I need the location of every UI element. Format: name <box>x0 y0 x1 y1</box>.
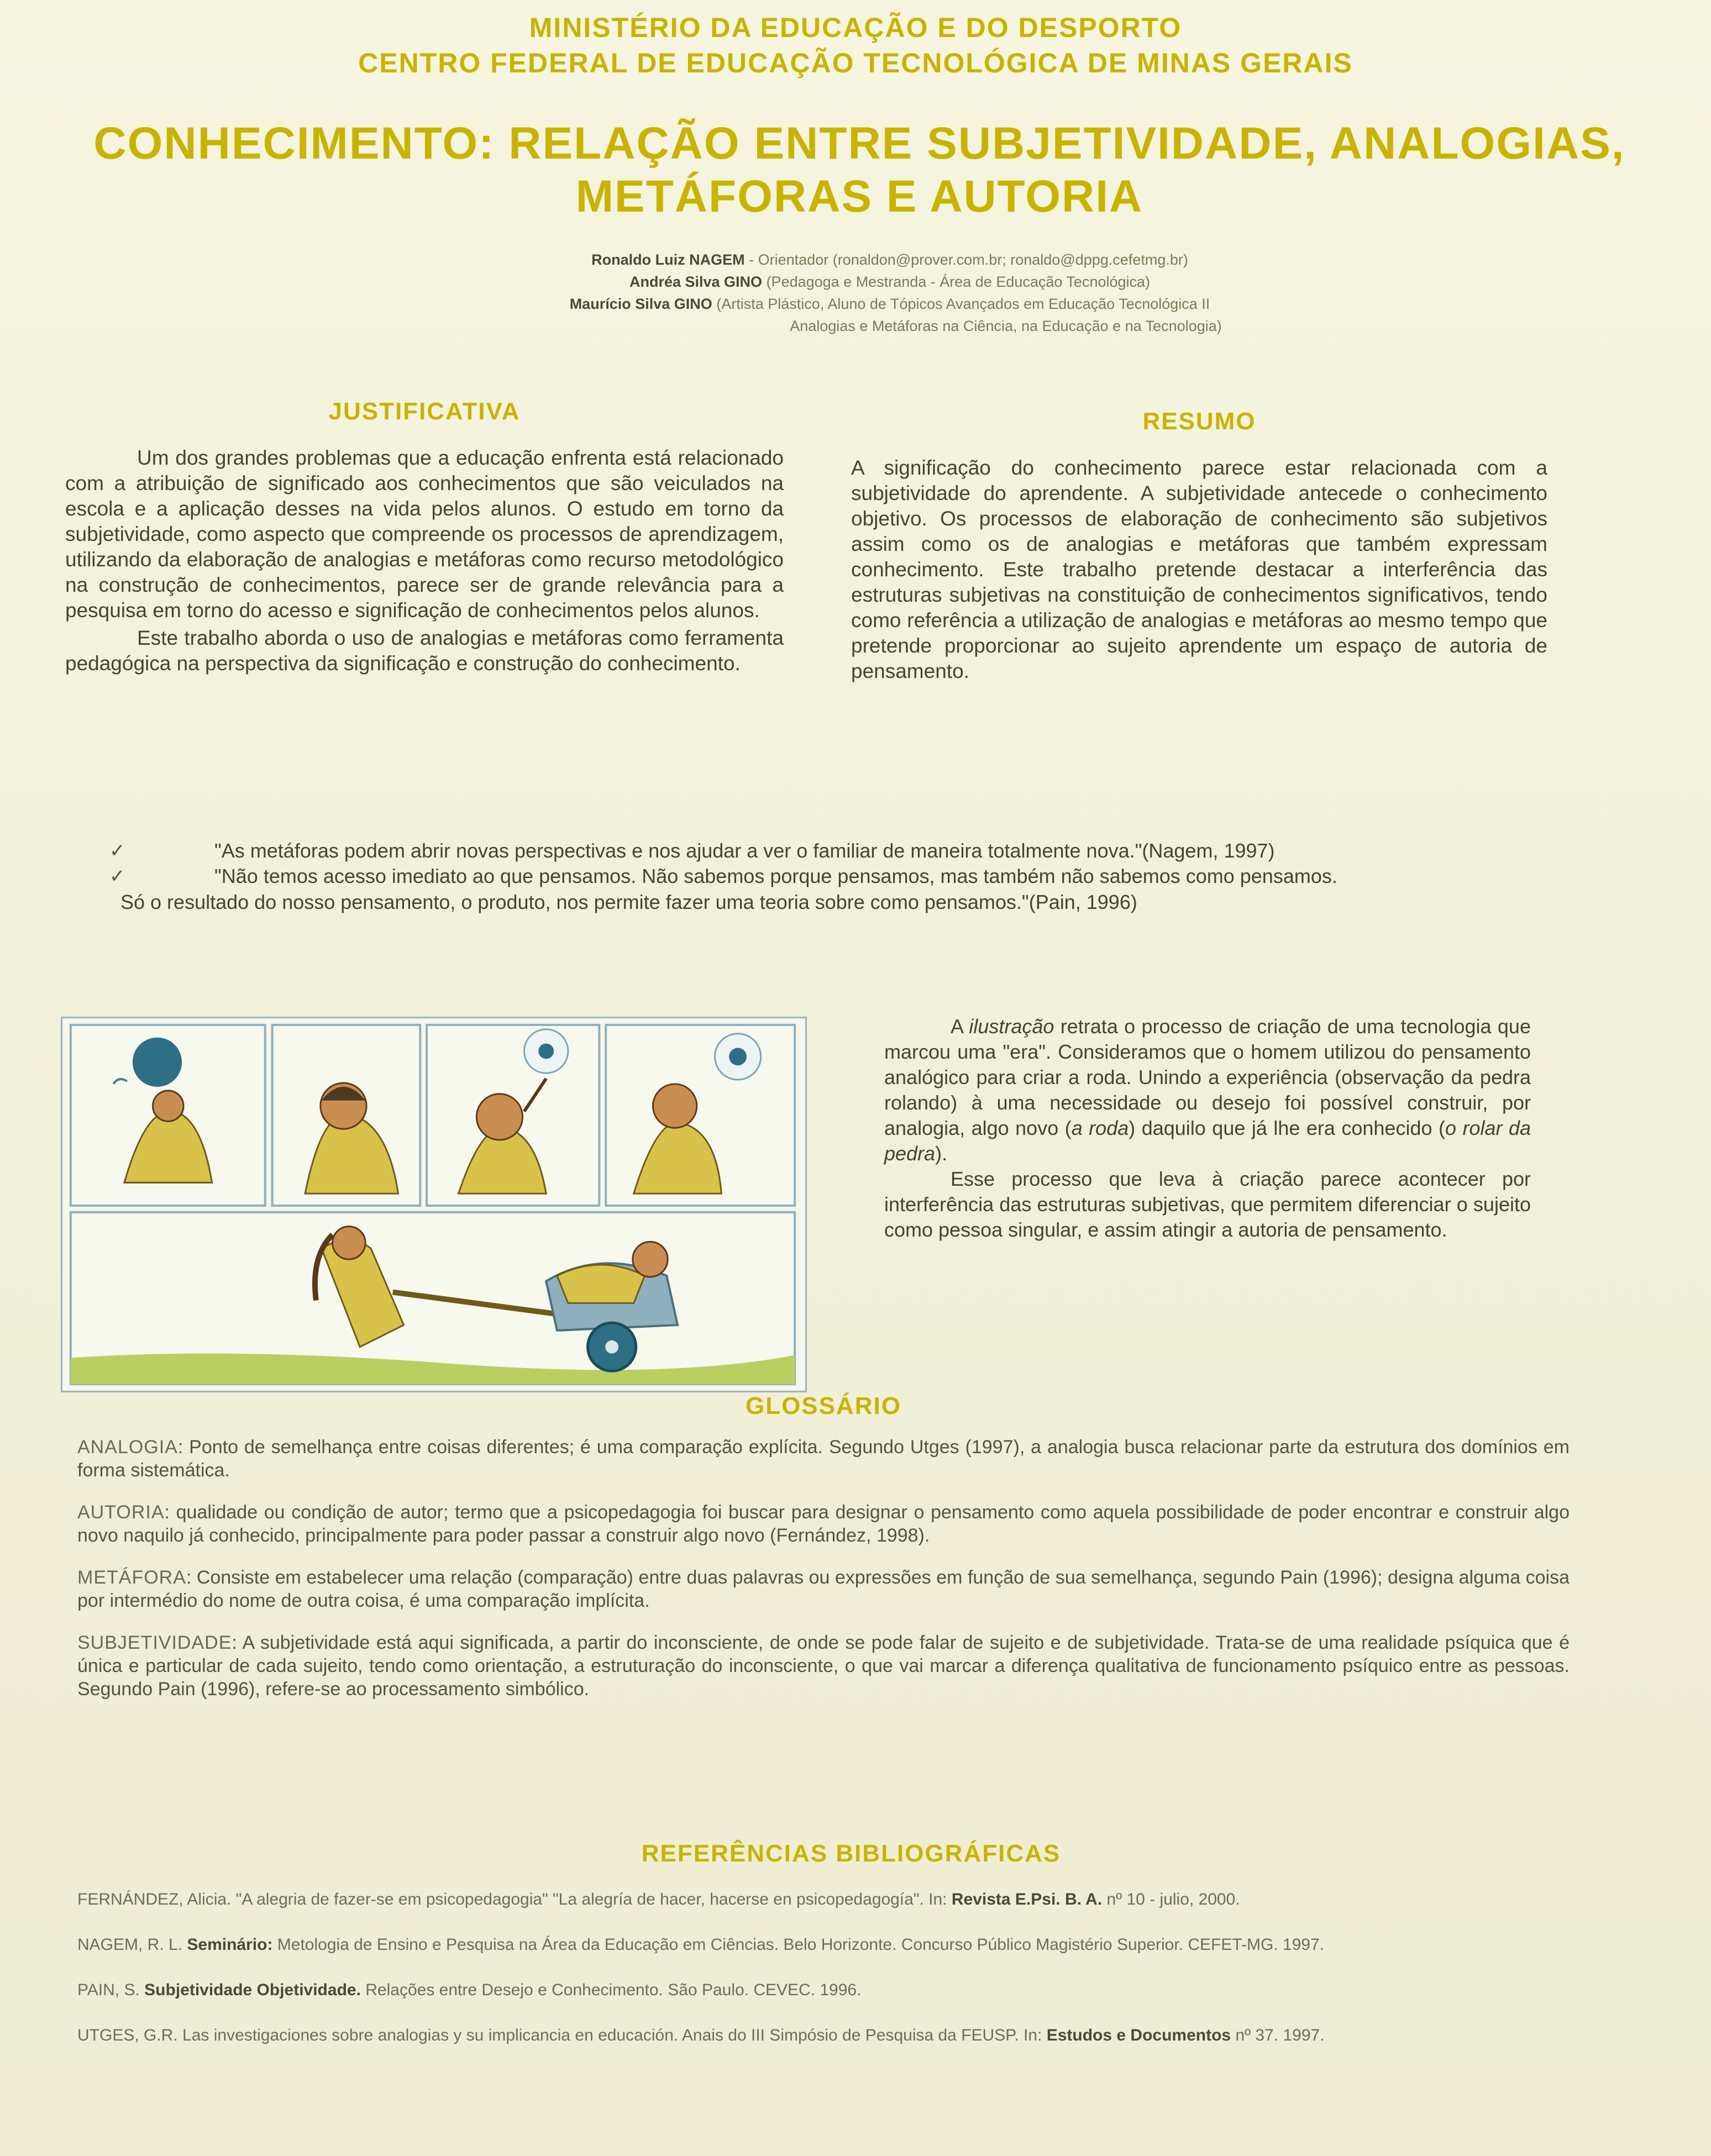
reference-entry <box>77 1933 1625 1957</box>
author-2 <box>376 271 1404 293</box>
author-info: (Pedagoga e Mestranda - Área de Educação Tecnológica) <box>762 274 1151 290</box>
justificativa-heading: JUSTIFICATIVA <box>328 398 521 425</box>
reference-entry <box>77 1887 1625 1912</box>
checkmark-icon: ✓ <box>109 840 125 861</box>
author-info: - Orientador (ronaldon@prover.com.br; ronaldo@dppg.cefetmg.br) <box>744 251 1188 268</box>
title-line-1: CONHECIMENTO: RELAÇÃO ENTRE SUBJETIVIDADE, ANALOGIAS, <box>93 118 1625 169</box>
illustration-paragraph-2: Esse processo que leva à criação parece acontecer por interferência das estruturas subjetivas, que permitem diferenciar o sujeito como pessoa singular, e assim atingir a autoria de pensamento. <box>884 1168 1531 1241</box>
glossary-entry <box>77 1631 1570 1701</box>
text-run: ). <box>935 1142 948 1165</box>
reference-entry <box>77 2023 1625 2048</box>
reference-text: Las investigaciones sobre analogias y su implicancia en educación. Anais do III Simpósio de Pesquisa da FEUSP. In: <box>177 2026 1047 2044</box>
author-1 <box>376 249 1404 271</box>
reference-title: Subjetividade Objetividade. <box>144 1981 361 1999</box>
text-run-italic: a roda <box>1071 1117 1129 1139</box>
reference-title: Estudos e Documentos <box>1046 2026 1231 2044</box>
reference-title: Revista E.Psi. B. A. <box>951 1890 1103 1908</box>
text-run: A <box>951 1015 963 1038</box>
reference-text: nº 37. 1997. <box>1231 2026 1325 2044</box>
author-3 <box>376 293 1404 315</box>
quotes-section <box>65 840 1535 914</box>
glossary-term: ANALOGIA <box>77 1437 178 1458</box>
text-run: retrata o processo de criação de uma tecnologia que marcou uma "era". Consideramos que o homem utilizou do pensamento analógico para criar a roda. Unindo a experiência (observação da pedra rolando) à uma necessidade ou desejo foi possível construir, por analogia, algo novo ( <box>884 1015 1531 1139</box>
author-info: (Artista Plástico, Aluno de Tópicos Avançados em Educação Tecnológica II <box>712 296 1210 312</box>
references-heading: REFERÊNCIAS BIBLIOGRÁFICAS <box>641 1840 1061 1867</box>
glossary-entry <box>77 1435 1570 1482</box>
quote-2-tail: Só o resultado do nosso pensamento, o produto, nos permite fazer uma teoria sobre como pensamos."(Pain, 1996) <box>120 891 1137 913</box>
reference-text: "A alegria de fazer-se em psicopedagogia" "La alegría de hacer, hacerse en psicopedagogía". In: <box>231 1890 952 1908</box>
institution-header <box>0 10 1711 81</box>
reference-text: Metologia de Ensino e Pesquisa na Área da Educação em Ciências. Belo Horizonte. Concurso Público Magistério Superior. CEFET-MG. 1997. <box>272 1936 1325 1954</box>
checkmark-icon: ✓ <box>109 866 125 887</box>
author-name: Ronaldo Luiz NAGEM <box>591 251 745 268</box>
author-name: Andréa Silva GINO <box>629 274 763 290</box>
quote-2 <box>65 865 1535 887</box>
reference-author: PAIN, S. <box>77 1981 140 1999</box>
poster-title <box>44 117 1675 223</box>
glossary-section <box>77 1392 1570 1719</box>
reference-author: NAGEM, R. L. <box>77 1936 183 1954</box>
resumo-heading: RESUMO <box>1142 408 1256 435</box>
title-line-2: METÁFORAS E AUTORIA <box>575 171 1143 222</box>
glossary-definition: : A subjetividade está aqui significada, a partir do inconsciente, de onde se pode falar de sujeito e de subjetividade. Trata-se de uma realidade psíquica que é única e particular de cada sujeito, tendo como orientação, a estruturação do inconsciente, o que vai marcar a diferença qualitativa de funcionamento psíquico entre as pessoas. Segundo Pain (1996), refere-se ao processamento simbólico. <box>77 1632 1570 1700</box>
text-run-italic: o rolar da pedra <box>884 1117 1531 1165</box>
illustration-description <box>884 1014 1531 1243</box>
resumo-text: A significação do conhecimento parece estar relacionada com a subjetividade do aprendente. A subjetividade antecede o conhecimento objetivo. Os processos de elaboração de conhecimento são subjetivos assim como os de analogias e metáforas que também expressam conhecimento. Este trabalho pretende destacar a interferência das estruturas subjetivas na constituição de conhecimentos significativos, tendo como referência a utilização de analogias e metáforas ao mesmo tempo que pretende proporcionar ao sujeito aprendente um espaço de autoria de pensamento. <box>851 456 1547 682</box>
glossary-definition: : qualidade ou condição de autor; termo que a psicopedagogia foi buscar para designar o pensamento como aquela possibilidade de poder encontrar e construir algo novo naquilo já conhecido, principalmente para poder passar a construir algo novo (Fernández, 1998). <box>77 1502 1570 1546</box>
reference-author: UTGES, G.R. <box>77 2026 178 2044</box>
quote-text: "Não temos acesso imediato ao que pensamos. Não sabemos porque pensamos, mas também não sabemos como pensamos. <box>214 865 1337 887</box>
quote-text: "As metáforas podem abrir novas perspectivas e nos ajudar a ver o familiar de maneira totalmente nova."(Nagem, 1997) <box>214 839 1275 862</box>
justificativa-paragraph-2: Este trabalho aborda o uso de analogias e metáforas como ferramenta pedagógica na perspectiva da significação e construção do conhecimento. <box>65 627 784 675</box>
reference-entry <box>77 1978 1625 2002</box>
reference-title: Seminário: <box>187 1936 273 1954</box>
reference-text: Relações entre Desejo e Conhecimento. São Paulo. CEVEC. 1996. <box>360 1981 862 1999</box>
glossary-term: METÁFORA <box>77 1567 186 1588</box>
comic-illustration <box>61 1017 807 1392</box>
resumo-section <box>851 408 1547 684</box>
justificativa-paragraph-1: Um dos grandes problemas que a educação enfrenta está relacionado com a atribuição de significado aos conhecimentos que são veiculados na escola e a aplicação desses na vida pelos alunos. O estudo em torno da subjetividade, como aspecto que compreende os processos de aprendizagem, utilizando da elaboração de analogias e metáforas como recurso metodológico na construção de conhecimentos, parece ser de grande relevância para a pesquisa em torno do acesso e significação de conhecimentos pelos alunos. <box>65 446 784 622</box>
quote-1 <box>65 840 1535 862</box>
glossary-term: AUTORIA <box>77 1502 165 1523</box>
glossary-definition: : Ponto de semelhança entre coisas diferentes; é uma comparação explícita. Segundo Utges (1997), a analogia busca relacionar parte da estrutura dos domínios em forma sistemática. <box>77 1437 1570 1481</box>
header-ministry: MINISTÉRIO DA EDUCAÇÃO E DO DESPORTO <box>529 12 1182 43</box>
wheel-invention-comic <box>62 1018 805 1391</box>
header-center: CENTRO FEDERAL DE EDUCAÇÃO TECNOLÓGICA DE MINAS GERAIS <box>358 48 1353 78</box>
reference-author: FERNÁNDEZ, Alicia. <box>77 1890 232 1908</box>
author-list <box>376 249 1404 337</box>
justificativa-section <box>65 398 784 676</box>
glossary-entry <box>77 1566 1570 1612</box>
glossary-entry <box>77 1501 1570 1547</box>
author-3-cont <box>376 315 1404 337</box>
author-info: Analogias e Metáforas na Ciência, na Educação e na Tecnologia) <box>790 318 1222 334</box>
illustration-paragraph-1 <box>884 1014 1531 1166</box>
references-section <box>77 1840 1625 2069</box>
text-run-italic: ilustração <box>969 1015 1054 1038</box>
reference-text: nº 10 - julio, 2000. <box>1102 1890 1240 1908</box>
reference-text <box>140 1981 144 1999</box>
glossary-definition: : Consiste em estabelecer uma relação (comparação) entre duas palavras ou expressões em função de sua semelhança, segundo Pain (1996); designa alguma coisa por intermédio do nome de outra coisa, é uma comparação implícita. <box>77 1567 1570 1611</box>
rolling-stone <box>133 1038 182 1087</box>
glossary-heading: GLOSSÁRIO <box>745 1392 902 1419</box>
glossary-term: SUBJETIVIDADE <box>77 1632 232 1653</box>
author-name: Maurício Silva GINO <box>569 296 712 312</box>
caveman-riding <box>557 1265 645 1303</box>
text-run: ) daquilo que já lhe era conhecido ( <box>1129 1117 1445 1139</box>
